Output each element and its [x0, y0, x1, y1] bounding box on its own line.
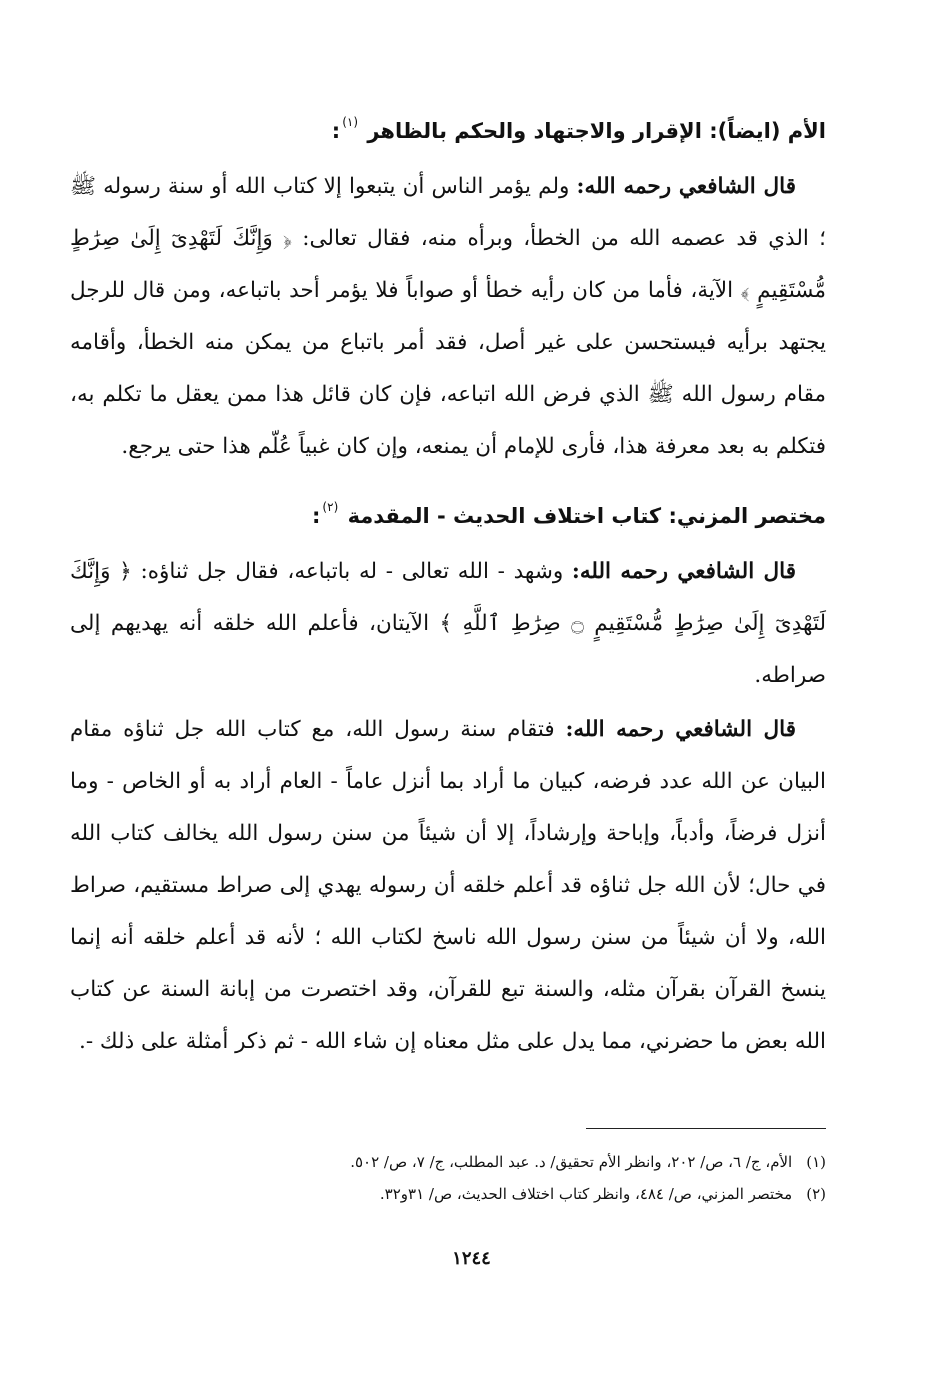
footnote-2-text: مختصر المزني، ص/ ٤٨٤، وانظر كتاب اختلاف الحديث، ص/ ٣١و٣٢. [379, 1185, 793, 1203]
paragraph-3 [70, 704, 826, 1068]
paragraph-1 [70, 161, 826, 473]
paragraph-2 [70, 546, 826, 702]
paragraph-3-text: فتقام سنة رسول الله، مع كتاب الله جل ثناؤه مقام البيان عن الله عدد فرضه، كبيان ما أراد بما أنزل عاماً - العام أراد به أو الخاص - وما أنزل فرضاً، وأدباً، وإباحة وإرشاداً، إلا أن شيئاً من سنن رسول الله يخالف كتاب الله في حال؛ لأن الله جل ثناؤه قد أعلم خلقه أن رسوله يهدي إلى صراط مستقيم، صراط الله، ولا أن شيئاً من سنن رسول الله ناسخ لكتاب الله ؛ لأنه قد أعلم خلقه أنه إنما ينسخ القرآن بقرآن مثله، والسنة تبع للقرآن، وقد اختصرت من إبانة السنة عن كتاب الله بعض ما حضرني، مما يدل على مثل معناه إن شاء الله - ثم ذكر أمثلة على ذلك -. [70, 717, 826, 1054]
section-heading-1-text: الأم (ايضاً): الإقرار والاجتهاد والحكم بالظاهر [367, 119, 826, 143]
footnote-marker-1: (١) [342, 115, 359, 129]
section-heading-2 [70, 481, 826, 542]
footnote-2 [140, 1178, 826, 1210]
paragraph-3-speaker: قال الشافعي رحمه الله: [565, 717, 796, 742]
paragraph-1-text: ولم يؤمر الناس أن يتبعوا إلا كتاب الله أو سنة رسوله ﷺ ؛ الذي قد عصمه الله من الخطأ، وبرأه منه، فقال تعالى: ﴿ وَإِنَّكَ لَتَهْدِىٓ إِلَىٰ صِرَٰطٍ مُّسْتَقِيمٍ ﴾ الآية، فأما من كان رأيه خطأ أو صواباً فلا يؤمر أحد باتباعه، ومن قال للرجل يجتهد برأيه فيستحسن على غير أصل، فقد أمر باتباع من يمكن منه الخطأ، وأقامه مقام رسول الله ﷺ الذي فرض الله اتباعه، فإن كان قائل هذا ممن يعقل ما تكلم به، فتكلم به بعد معرفة هذا، فأرى للإمام أن يمنعه، وإن كان غبياً عُلّم هذا حتى يرجع. [70, 174, 826, 459]
footnote-marker-2: (٢) [322, 500, 339, 514]
section-heading-2-colon: : [312, 504, 321, 528]
section-heading-1 [70, 96, 826, 157]
footnote-2-number: (٢) [806, 1185, 826, 1203]
section-heading-2-text: مختصر المزني: كتاب اختلاف الحديث - المقدمة [347, 504, 826, 528]
footnote-1-number: (١) [806, 1153, 826, 1171]
page-number: ١٢٤٤ [452, 1248, 491, 1269]
page-body [70, 96, 826, 1068]
section-heading-1-colon: : [331, 119, 341, 143]
footnote-1 [140, 1146, 826, 1178]
paragraph-2-text: وشهد - الله تعالى - له باتباعه، فقال جل ثناؤه: ﴿ وَإِنَّكَ لَتَهْدِىٓ إِلَىٰ صِرَٰطٍ مُّسْتَقِيمٍ ۝ صِرَٰطِ ٱللَّهِ ﴾ الآيتان، فأعلم الله خلقه أنه يهديهم إلى صراطه. [70, 559, 826, 688]
footnote-1-text: الأم، ج/ ٦، ص/ ٢٠٢، وانظر الأم تحقيق/ د. عبد المطلب، ج/ ٧، ص/ ٥٠٢. [350, 1153, 793, 1171]
paragraph-2-speaker: قال الشافعي رحمه الله: [571, 559, 796, 584]
footnotes [140, 1146, 826, 1210]
footnote-divider [586, 1128, 826, 1129]
paragraph-1-speaker: قال الشافعي رحمه الله: [576, 174, 797, 199]
